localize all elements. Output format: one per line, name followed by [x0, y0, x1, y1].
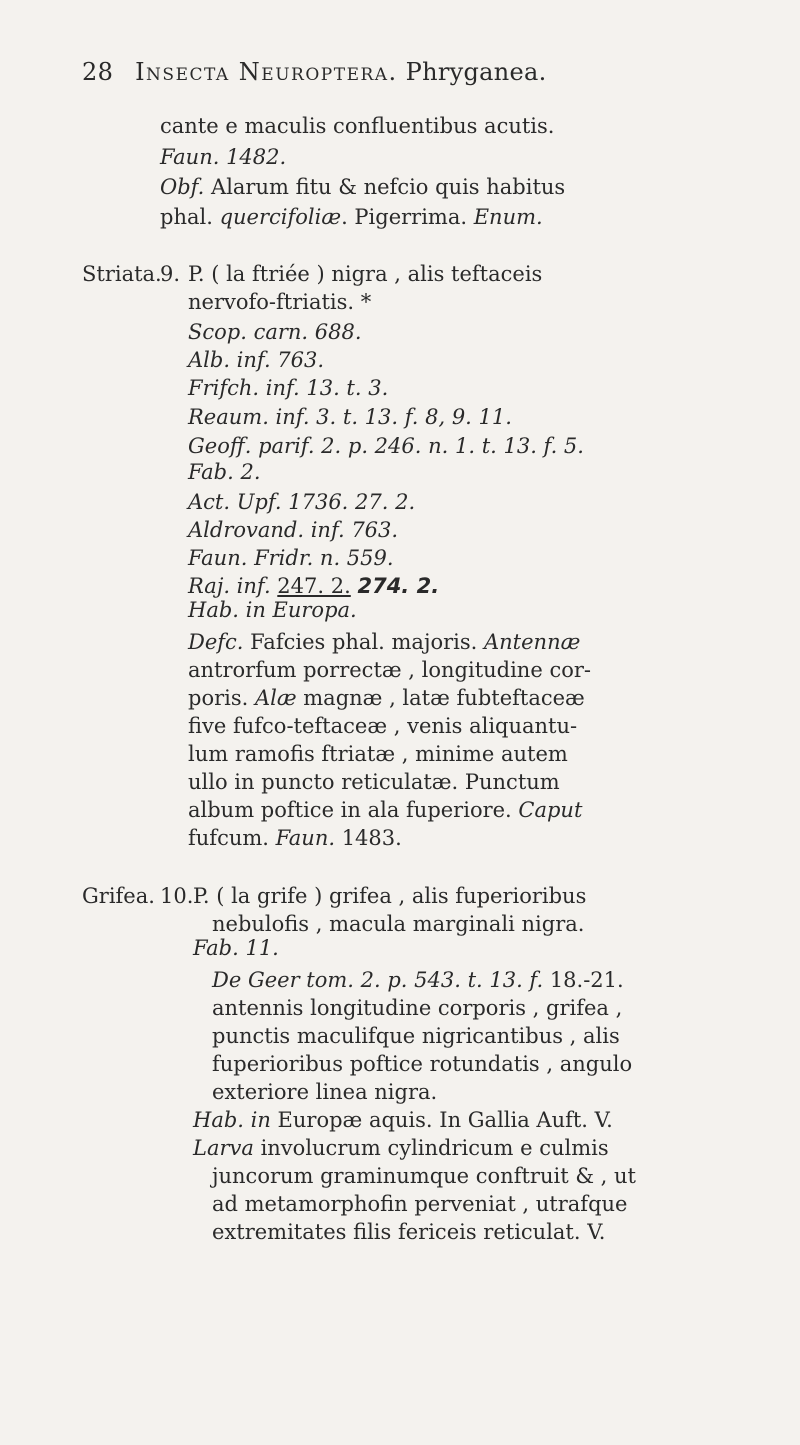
habitat-line: Hab. in Europa. [188, 598, 357, 622]
diagnosis-line: P. ( la ftriée ) nigra , alis teftaceis [188, 262, 543, 286]
citation-line: Fab. 11. [193, 936, 279, 960]
description-line: exteriore linea nigra. [212, 1080, 438, 1104]
citation-line: Geoff. parif. 2. p. 246. n. 1. t. 13. f. 5. [188, 434, 584, 458]
citation-line: Fab. 2. [188, 460, 261, 484]
description-line: Defc. Fafcies phal. majoris. Antennæ [188, 630, 581, 654]
citation-line: Raj. inf. 247. 2. 274. 2. [188, 574, 440, 598]
text-line: phal. quercifoliæ. Pigerrima. Enum. [160, 205, 543, 229]
citation-line: Reaum. inf. 3. t. 13. f. 8, 9. 11. [188, 405, 512, 429]
citation-line: De Geer tom. 2. p. 543. t. 13. f. 18.-21. [212, 968, 624, 992]
citation-line: Act. Upf. 1736. 27. 2. [188, 490, 416, 514]
diagnosis-line: P. ( la grife ) grifea , alis fuperioribus [193, 884, 587, 908]
header-title: Insecta Neuroptera. [135, 58, 398, 86]
description-line: antennis longitudine corporis , grifea , [212, 996, 623, 1020]
description-line: ad metamorphofin perveniat , utrafque [212, 1192, 628, 1216]
citation-line: Alb. inf. 763. [188, 348, 325, 372]
margin-label: Striata. [82, 262, 162, 286]
text-line: Obf. Alarum fitu & nefcio quis habitus [160, 175, 566, 199]
entry-number: 10. [160, 884, 194, 908]
description-line: ullo in puncto reticulatæ. Punctum [188, 770, 560, 794]
description-line: poris. Alæ magnæ , latæ fubteftaceæ [188, 686, 585, 710]
citation-line: Aldrovand. inf. 763. [188, 518, 399, 542]
description-line: Larva involucrum cylindricum e culmis [193, 1136, 609, 1160]
citation-line: Frifch. inf. 13. t. 3. [188, 376, 389, 400]
page-number: 28 [82, 58, 114, 86]
description-line: extremitates filis fericeis reticulat. V. [212, 1220, 606, 1244]
habitat-line: Hab. in Europæ aquis. In Gallia Auft. V. [193, 1108, 613, 1132]
text-line: cante e maculis confluentibus acutis. [160, 114, 555, 138]
description-line: juncorum graminumque conftruit & , ut [212, 1164, 636, 1188]
diagnosis-line: nervofo-ftriatis. * [188, 290, 372, 314]
description-line: punctis maculifque nigricantibus , alis [212, 1024, 620, 1048]
description-line: five fufco-teftaceæ , venis aliquantu- [188, 714, 578, 738]
running-header [82, 58, 772, 86]
citation-line: Scop. carn. 688. [188, 320, 362, 344]
handwritten-correction: 274. 2. [357, 574, 440, 598]
struck-reference: 247. 2. [277, 574, 351, 598]
entry-number: 9. [160, 262, 181, 286]
diagnosis-line: nebulofis , macula marginali nigra. [212, 912, 585, 936]
description-line: album poftice in ala fuperiore. Caput [188, 798, 583, 822]
header-genus: Phryganea. [405, 58, 547, 86]
citation-line: Faun. Fridr. n. 559. [188, 546, 394, 570]
description-line: lum ramofis ftriatæ , minime autem [188, 742, 568, 766]
description-line: antrorfum porrectæ , longitudine cor- [188, 658, 591, 682]
margin-label: Grifea. [82, 884, 155, 908]
text-line: Faun. 1482. [160, 145, 287, 169]
description-line: fuperioribus poftice rotundatis , angulo [212, 1052, 633, 1076]
description-line: fufcum. Faun. 1483. [188, 826, 402, 850]
